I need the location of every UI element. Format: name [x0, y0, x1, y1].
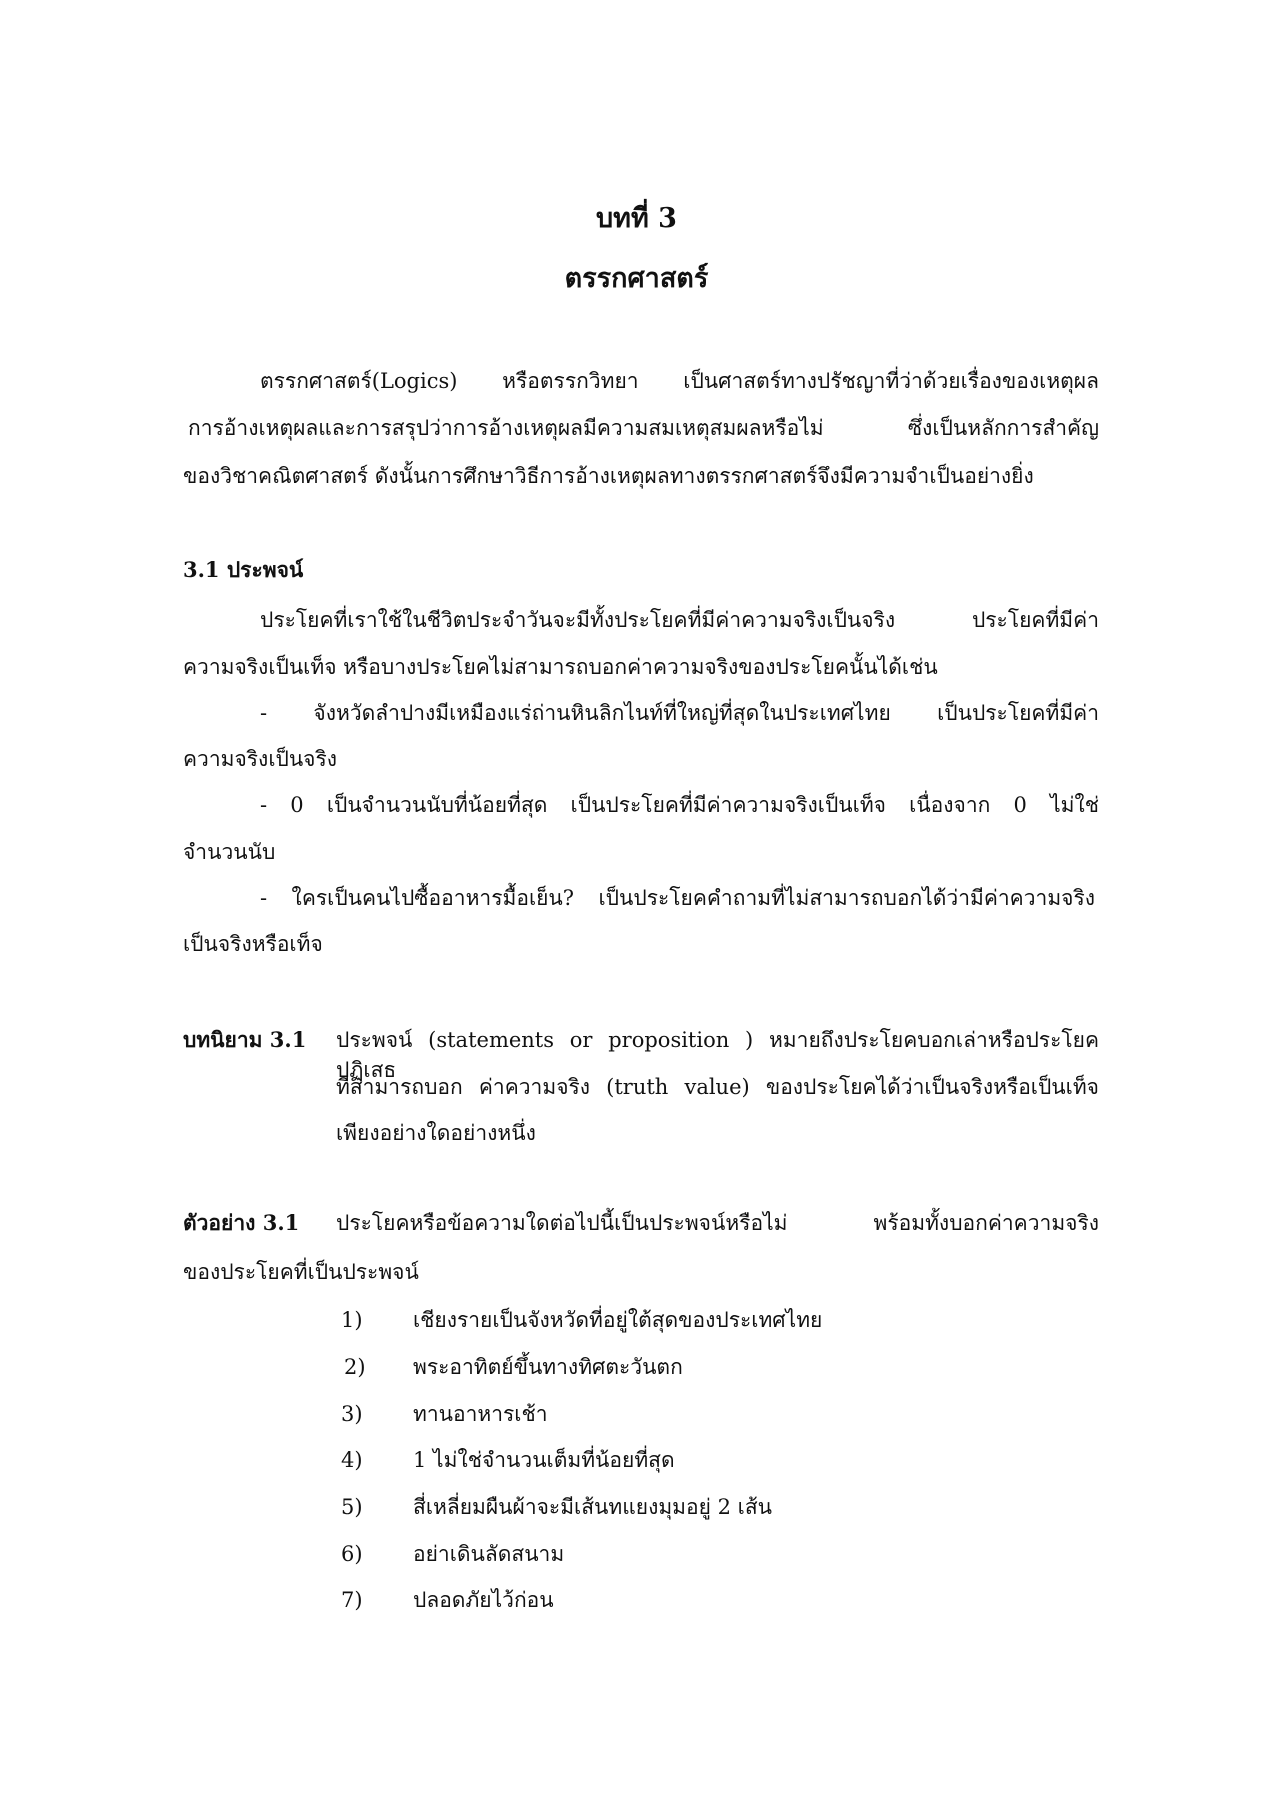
chapter-title: ตรรกศาสตร์ [564, 263, 709, 294]
list-number: 5) [341, 1495, 363, 1519]
example-line: ประโยคหรือข้อความใดต่อไปนี้เป็นประพจน์หรือไม่ พร้อมทั้งบอกค่าความจริง [336, 1211, 1099, 1235]
list-item: พระอาทิตย์ขึ้นทางทิศตะวันตก [413, 1355, 683, 1379]
section-line: ประโยคที่เราใช้ในชีวิตประจำวันจะมีทั้งประโยคที่มีค่าความจริงเป็นจริง ประโยคที่มีค่า [260, 608, 1099, 632]
list-item: เชียงรายเป็นจังหวัดที่อยู่ใต้สุดของประเทศไทย [413, 1308, 823, 1332]
section-line: จำนวนนับ [183, 840, 276, 864]
definition-line: เพียงอย่างใดอย่างหนึ่ง [336, 1121, 536, 1145]
list-item: ปลอดภัยไว้ก่อน [413, 1588, 554, 1612]
list-number: 6) [341, 1542, 363, 1566]
example-label: ตัวอย่าง 3.1 [183, 1210, 300, 1235]
section-line: ความจริงเป็นเท็จ หรือบางประโยคไม่สามารถบอกค่าความจริงของประโยคนั้นได้เช่น [183, 655, 938, 679]
section-heading: 3.1 ประพจน์ [183, 557, 304, 582]
list-item: ทานอาหารเช้า [413, 1402, 548, 1426]
list-item: อย่าเดินลัดสนาม [413, 1542, 565, 1566]
definition-line: ที่สามารถบอก ค่าความจริง (truth value) ของประโยคได้ว่าเป็นจริงหรือเป็นเท็จ [336, 1075, 1099, 1099]
intro-line: ของวิชาคณิตศาสตร์ ดังนั้นการศึกษาวิธีการอ้างเหตุผลทางตรรกศาสตร์จึงมีความจำเป็นอย่างยิ่ง [183, 464, 1034, 488]
example-line: ของประโยคที่เป็นประพจน์ [183, 1260, 419, 1284]
section-line: - จังหวัดลำปางมีเหมืองแร่ถ่านหินลิกไนท์ที่ใหญ่ที่สุดในประเทศไทย เป็นประโยคที่มีค่า [260, 701, 1099, 725]
section-line: - 0 เป็นจำนวนนับที่น้อยที่สุด เป็นประโยคที่มีค่าความจริงเป็นเท็จ เนื่องจาก 0 ไม่ใช่ [260, 793, 1099, 817]
section-line: ความจริงเป็นจริง [183, 747, 338, 771]
chapter-number: บทที่ 3 [596, 203, 677, 234]
list-item: 1 ไม่ใช่จำนวนเต็มที่น้อยที่สุด [413, 1448, 675, 1472]
list-number: 1) [341, 1308, 363, 1332]
list-item: สี่เหลี่ยมผืนผ้าจะมีเส้นทแยงมุมอยู่ 2 เส้น [413, 1495, 772, 1519]
list-number: 4) [341, 1448, 363, 1472]
section-line: เป็นจริงหรือเท็จ [183, 932, 323, 956]
list-number: 7) [341, 1588, 363, 1612]
section-line: - ใครเป็นคนไปซื้ออาหารมื้อเย็น? เป็นประโยคคำถามที่ไม่สามารถบอกได้ว่ามีค่าความจริง [260, 886, 1095, 910]
definition-line: ประพจน์ (statements or proposition ) หมายถึงประโยคบอกเล่าหรือประโยคปฏิเสธ [336, 1028, 1099, 1082]
list-number: 3) [341, 1402, 363, 1426]
intro-line: การอ้างเหตุผลและการสรุปว่าการอ้างเหตุผลมีความสมเหตุสมผลหรือไม่ ซึ่งเป็นหลักการสำคัญ [188, 416, 1099, 440]
intro-line: ตรรกศาสตร์(Logics) หรือตรรกวิทยา เป็นศาสตร์ทางปรัชญาที่ว่าด้วยเรื่องของเหตุผล [260, 369, 1099, 393]
definition-label: บทนิยาม 3.1 [183, 1027, 307, 1052]
list-number: 2) [344, 1355, 366, 1379]
